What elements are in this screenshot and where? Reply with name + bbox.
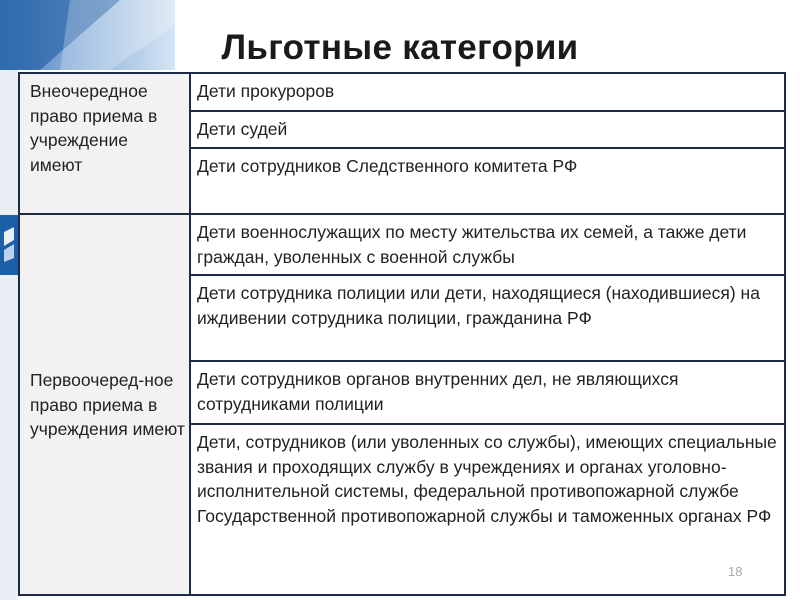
slide-title: Льготные категории xyxy=(221,28,579,67)
benefits-table xyxy=(18,72,786,596)
table-cell: Дети сотрудника полиции или дети, находящиеся (находившиеся) на иждивении сотрудника полиции, гражданина РФ xyxy=(190,275,785,361)
table-cell: Дети, сотрудников (или уволенных со службы), имеющих специальные звания и проходящих службу в учреждениях и органах уголовно-исполнительной системы, федеральной противопожарной службе Государственной противопожарной службы и таможенных органах РФ xyxy=(190,424,785,595)
category-cell: Первоочеред-ное право приема в учреждения имеют xyxy=(19,214,190,595)
page-number: 18 xyxy=(728,564,743,579)
table-row xyxy=(19,214,785,275)
table-cell: Дети судей xyxy=(190,111,785,148)
category-cell: Внеочередное право приема в учреждение имеют xyxy=(19,73,190,214)
table-cell: Дети сотрудников органов внутренних дел, не являющихся сотрудниками полиции xyxy=(190,361,785,424)
table-cell: Дети сотрудников Следственного комитета РФ xyxy=(190,148,785,214)
table-row xyxy=(19,73,785,111)
table-cell: Дети прокуроров xyxy=(190,73,785,111)
table-cell: Дети военнослужащих по месту жительства их семей, а также дети граждан, уволенных с военной службы xyxy=(190,214,785,275)
